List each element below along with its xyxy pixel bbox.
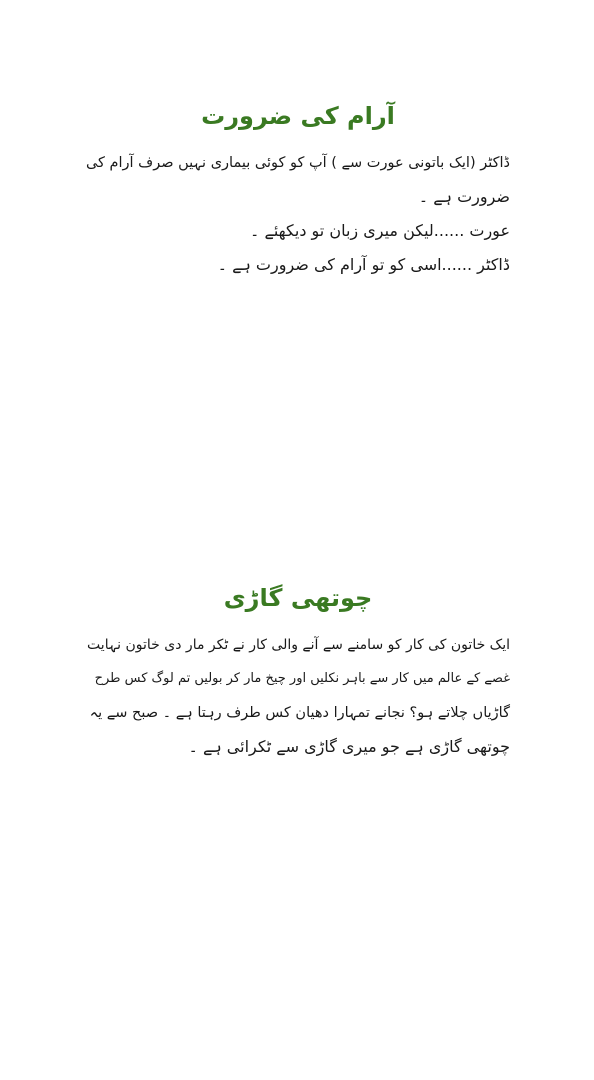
body-line: ڈاکٹر (ایک باتونی عورت سے ) آپ کو کوئی بیماری نہیں صرف آرام کی <box>85 155 510 171</box>
body-line: ایک خاتون کی کار کو سامنے سے آنے والی کار نے ٹکر مار دی خاتون نہایت <box>87 637 510 653</box>
body-line: چوتھی گاڑی ہے جو میری گاڑی سے ٹکرائی ہے ۔ <box>188 737 510 756</box>
body-line: ضرورت ہے ۔ <box>418 187 510 206</box>
section-body-fourth-car <box>86 628 510 764</box>
section-body-rest <box>86 146 510 282</box>
body-line: گاڑیاں چلاتے ہو؟ نجانے تمہارا دھیان کس طرف رہتا ہے ۔ صبح سے یہ <box>89 705 510 721</box>
section-title-fourth-car: چوتھی گاڑی <box>223 584 373 612</box>
body-line: عورت ......لیکن میری زبان تو دیکھئے ۔ <box>250 221 510 240</box>
body-line: ڈاکٹر ......اسی کو تو آرام کی ضرورت ہے ۔ <box>217 255 510 274</box>
joke-section-fourth-car <box>86 578 510 764</box>
body-line: غصے کے عالم میں کار سے باہر نکلیں اور چیخ مار کر بولیں تم لوگ کس طرح <box>94 671 510 686</box>
section-title-rest: آرام کی ضرورت <box>201 102 395 130</box>
joke-section-rest <box>86 96 510 282</box>
